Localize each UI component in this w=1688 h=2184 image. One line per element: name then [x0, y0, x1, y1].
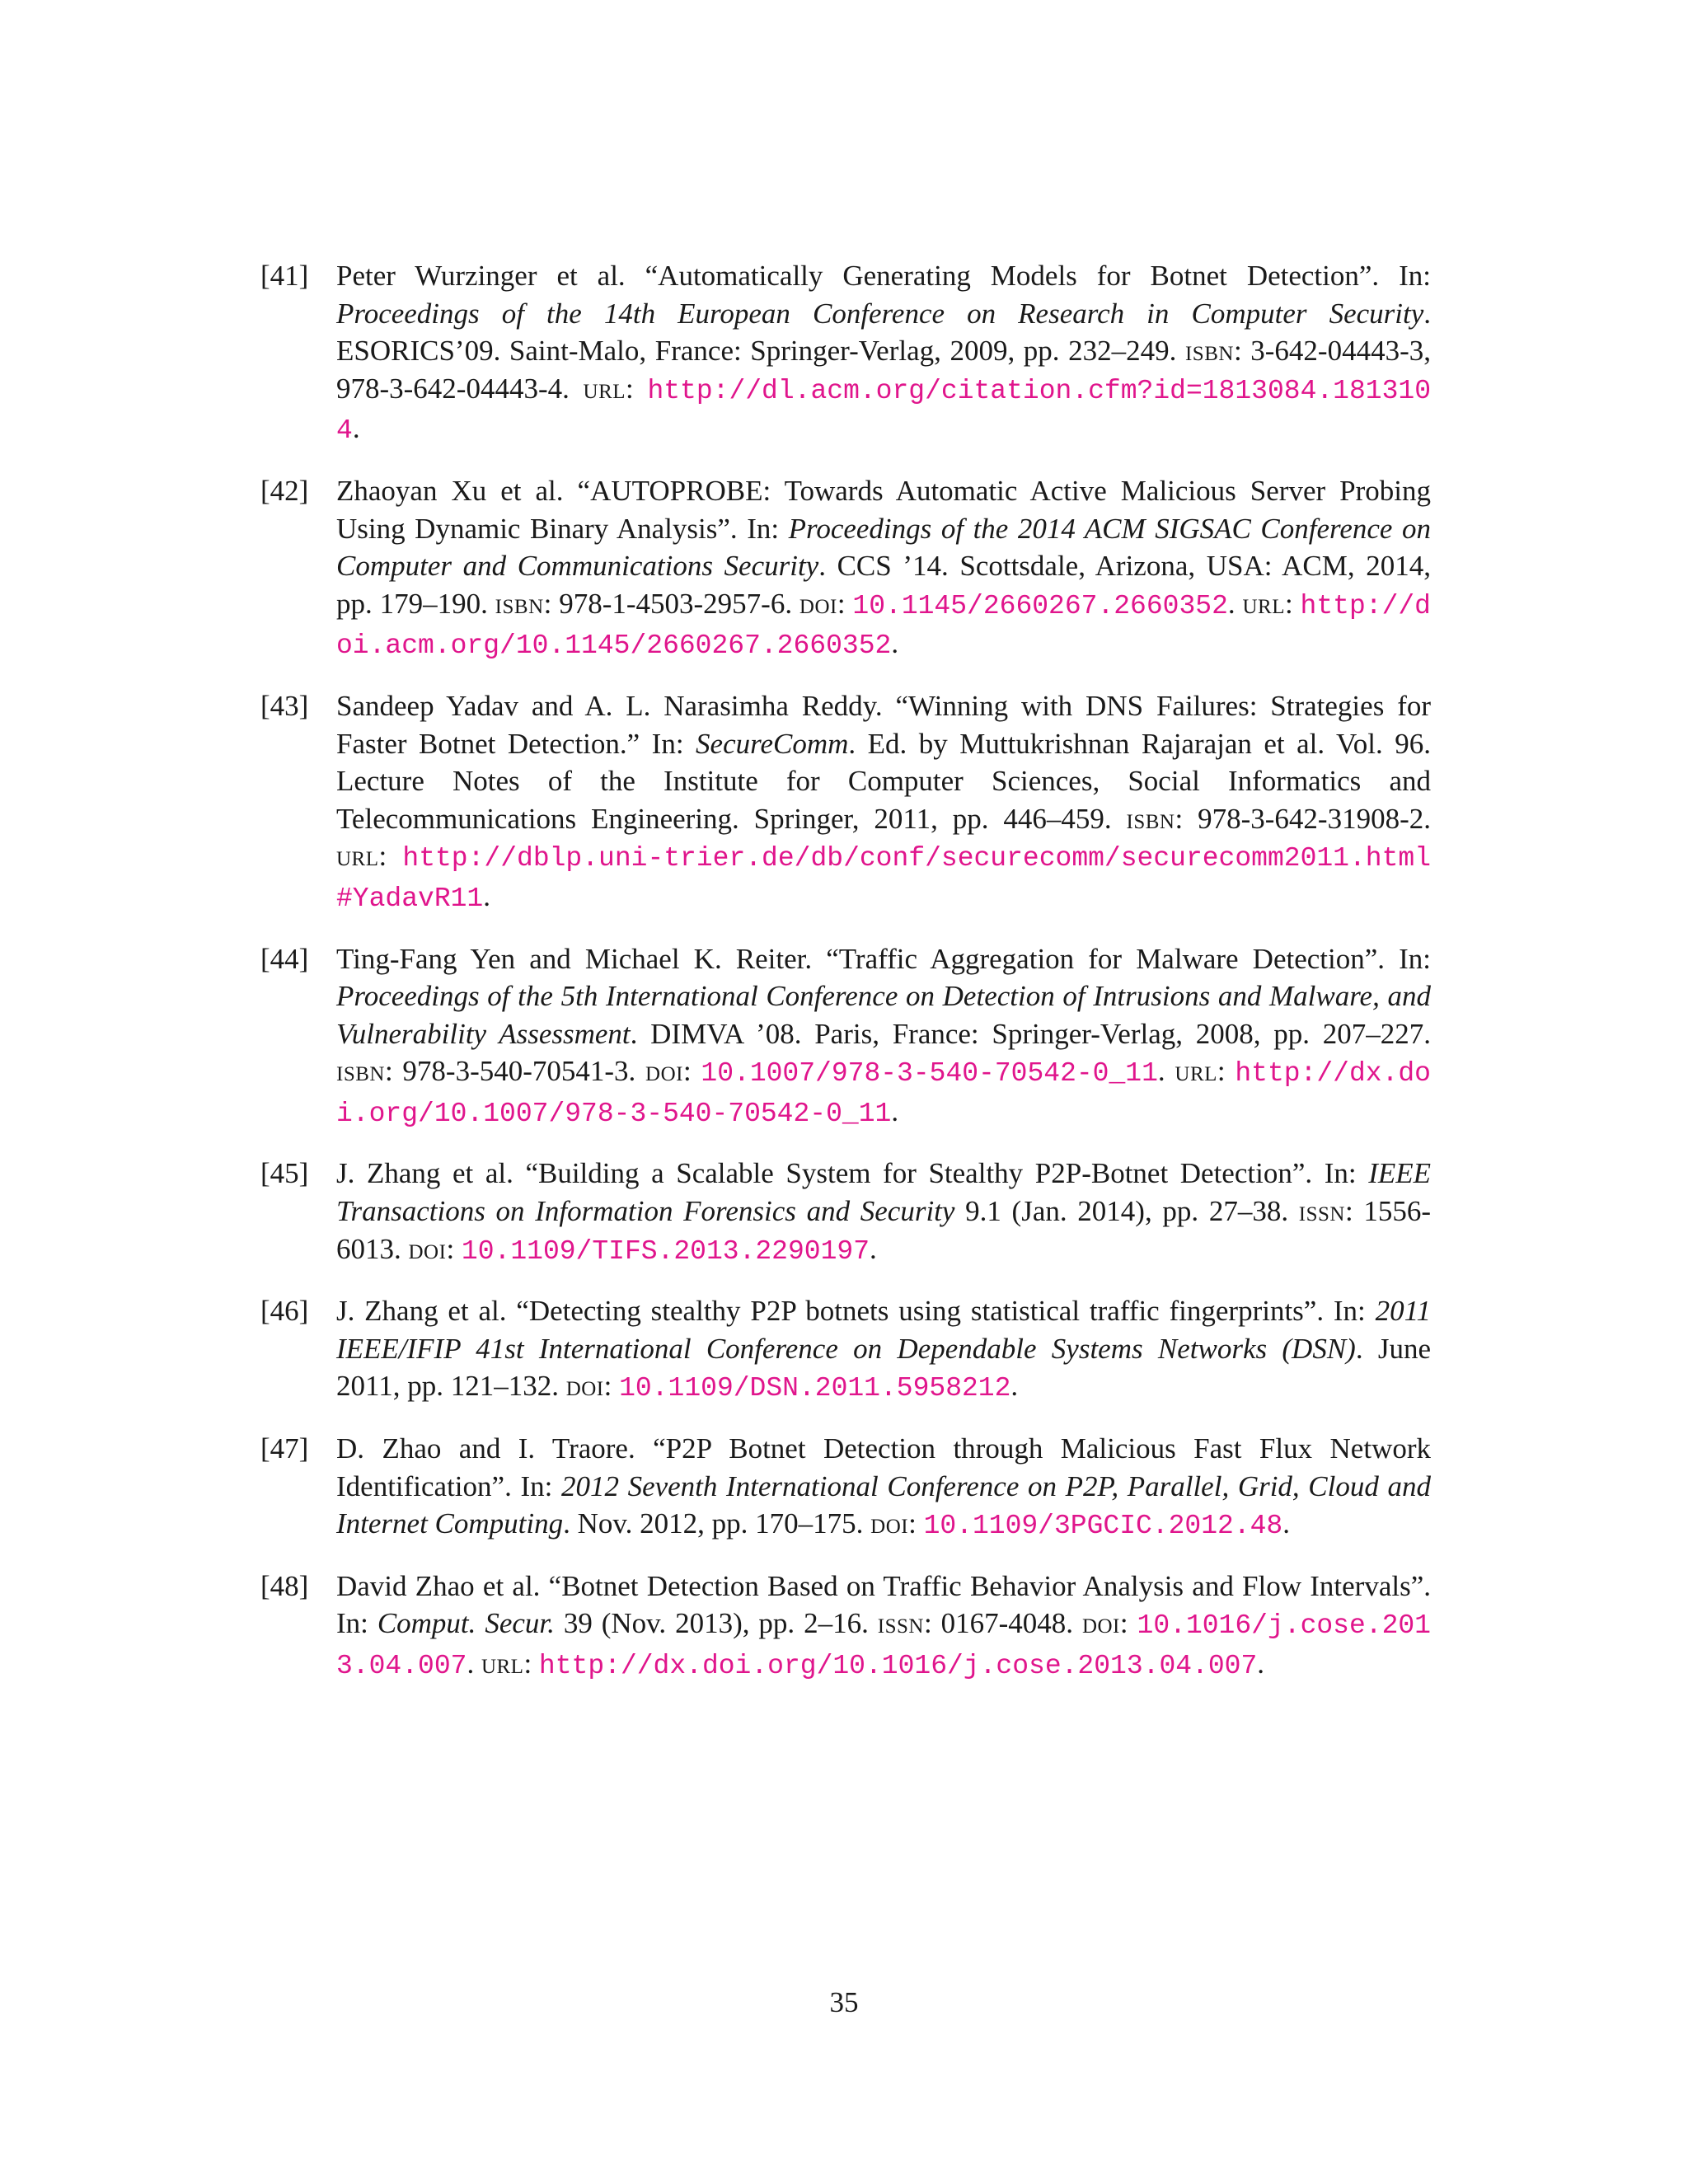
field-label: url: [583, 372, 626, 405]
reference-text-segment: : 0167-4048.: [923, 1607, 1082, 1640]
field-label: doi: [645, 1055, 683, 1088]
reference-text-segment: J. Zhang et al. “Detecting stealthy P2P botnets using statistical traffic fingerprints”. In:: [336, 1295, 1376, 1328]
reference-text-segment: Ting-Fang Yen and Michael K. Reiter. “Traffic Aggregation for Malware Detection”. In:: [336, 942, 1431, 975]
reference-number: [47]: [260, 1432, 309, 1465]
page-number: 35: [829, 1986, 859, 2018]
reference-item: [260, 472, 1431, 665]
reference-number: [46]: [260, 1295, 309, 1328]
reference-text-segment: :: [523, 1647, 539, 1680]
reference-text-segment: .: [1282, 1507, 1290, 1540]
venue-title: IEEE Transactions on Information Forensics and Security: [336, 1157, 1431, 1228]
venue-title: 2011 IEEE/IFIP 41st International Conference on Dependable Systems Networks (DSN): [336, 1295, 1431, 1365]
reference-link[interactable]: http://doi.acm.org/10.1145/2660267.2660352: [336, 590, 1431, 662]
reference-text-segment: : 978-3-540-70541-3.: [384, 1055, 646, 1088]
reference-item: [260, 940, 1431, 1133]
reference-item: [260, 1155, 1431, 1270]
reference-text-segment: .: [1257, 1647, 1265, 1680]
field-label: url: [481, 1647, 524, 1680]
reference-text-segment: : 978-3-642-31908-2.: [1175, 802, 1431, 835]
reference-text: [336, 260, 1431, 447]
reference-text-segment: . CCS ’14. Scottsdale, Arizona, USA: ACM, 2014, pp. 179–190.: [336, 550, 1431, 620]
reference-link[interactable]: 10.1016/j.cose.2013.04.007: [336, 1610, 1431, 1681]
field-label: doi: [870, 1507, 909, 1540]
venue-title: Comput. Secur.: [377, 1607, 555, 1640]
reference-text-segment: . DIMVA ’08. Paris, France: Springer-Verlag, 2008, pp. 207–227.: [630, 1017, 1431, 1050]
reference-text-segment: .: [1157, 1055, 1175, 1088]
reference-text-segment: .: [870, 1232, 877, 1265]
reference-text-segment: :: [1217, 1055, 1236, 1088]
reference-text-segment: D. Zhao and I. Traore. “P2P Botnet Detection through Malicious Fast Flux Network Identification”. In:: [336, 1432, 1431, 1502]
field-label: doi: [1081, 1607, 1120, 1640]
reference-link[interactable]: 10.1109/TIFS.2013.2290197: [461, 1235, 870, 1267]
reference-link[interactable]: http://dl.acm.org/citation.cfm?id=1813084.1813104: [336, 375, 1431, 447]
reference-item: [260, 1430, 1431, 1545]
field-label: doi: [408, 1232, 447, 1265]
reference-link[interactable]: 10.1145/2660267.2660352: [852, 590, 1228, 621]
reference-item: [260, 1568, 1431, 1685]
field-label: doi: [565, 1370, 604, 1403]
reference-text-segment: .: [891, 627, 899, 660]
field-label: isbn: [1126, 802, 1175, 835]
reference-text-segment: :: [378, 840, 403, 873]
reference-text-segment: .: [1010, 1370, 1019, 1403]
reference-text: [336, 1157, 1431, 1267]
reference-text-segment: .: [467, 1647, 481, 1680]
reference-text-segment: . Nov. 2012, pp. 170–175.: [563, 1507, 871, 1540]
reference-number: [44]: [260, 942, 309, 975]
reference-link[interactable]: http://dx.doi.org/10.1007/978-3-540-70542-0_11: [336, 1058, 1431, 1129]
reference-link[interactable]: 10.1109/DSN.2011.5958212: [619, 1373, 1011, 1404]
field-label: doi: [799, 587, 837, 620]
field-label: issn: [1298, 1195, 1345, 1228]
reference-text-segment: :: [908, 1507, 924, 1540]
reference-link[interactable]: http://dblp.uni-trier.de/db/conf/securecomm/securecomm2011.html#YadavR11: [336, 843, 1431, 914]
reference-text-segment: .: [1227, 587, 1243, 620]
field-label: url: [1242, 587, 1285, 620]
reference-item: [260, 1292, 1431, 1408]
reference-text: [336, 1295, 1431, 1402]
venue-title: Proceedings of the 2014 ACM SIGSAC Conference on Computer and Communications Security: [336, 512, 1431, 583]
reference-text-segment: .: [352, 412, 360, 445]
reference-number: [48]: [260, 1569, 309, 1602]
reference-text: [336, 1432, 1431, 1540]
reference-item: [260, 257, 1431, 450]
field-label: url: [1175, 1055, 1217, 1088]
reference-number: [43]: [260, 689, 309, 722]
reference-text: [336, 474, 1431, 662]
reference-text-segment: :: [446, 1232, 462, 1265]
reference-text: [336, 943, 1431, 1127]
reference-text-segment: 9.1 (Jan. 2014), pp. 27–38.: [954, 1195, 1299, 1228]
reference-text-segment: :: [1284, 587, 1301, 620]
reference-text-segment: . June 2011, pp. 121–132.: [336, 1332, 1432, 1403]
venue-title: SecureComm: [696, 727, 849, 760]
reference-text-segment: Sandeep Yadav and A. L. Narasimha Reddy. “Winning with DNS Failures: Strategies for Faster Botnet Detection.” In:: [336, 689, 1431, 760]
field-label: isbn: [495, 587, 544, 620]
reference-text-segment: 39 (Nov. 2013), pp. 2–16.: [554, 1607, 878, 1640]
reference-text-segment: :: [603, 1370, 620, 1403]
reference-list: [260, 257, 1431, 1708]
reference-text-segment: : 978-1-4503-2957-6.: [543, 587, 799, 620]
field-label: url: [336, 840, 379, 873]
reference-text-segment: .: [891, 1094, 899, 1127]
reference-link[interactable]: http://dx.doi.org/10.1016/j.cose.2013.04.007: [538, 1651, 1258, 1681]
reference-text-segment: Zhaoyan Xu et al. “AUTOPROBE: Towards Automatic Active Malicious Server Probing Using Dynamic Binary Analysis”. In:: [336, 474, 1431, 545]
field-label: isbn: [336, 1055, 385, 1088]
field-label: issn: [877, 1607, 924, 1640]
reference-text: [336, 690, 1431, 912]
reference-number: [41]: [260, 260, 309, 292]
reference-text-segment: :: [682, 1055, 701, 1088]
reference-number: [42]: [260, 474, 309, 507]
reference-text-segment: :: [837, 587, 853, 620]
reference-text-segment: J. Zhang et al. “Building a Scalable System for Stealthy P2P-Botnet Detection”. In:: [336, 1157, 1369, 1190]
reference-text-segment: :: [1119, 1607, 1137, 1640]
reference-text-segment: : 1556-6013.: [336, 1195, 1431, 1265]
reference-text: [336, 1570, 1431, 1680]
reference-item: [260, 687, 1431, 918]
reference-text-segment: . Ed. by Muttukrishnan Rajarajan et al. Vol. 96. Lecture Notes of the Institute for Computer Sciences, Social Informatics and Telecommunications Engineering. Springer, 2011, pp. 446–459.: [336, 727, 1431, 835]
reference-text-segment: Peter Wurzinger et al. “Automatically Generating Models for Botnet Detection”. In:: [336, 260, 1431, 292]
reference-text-segment: : 3-642-04443-3, 978-3-642-04443-4.: [336, 335, 1431, 405]
venue-title: 2012 Seventh International Conference on P2P, Parallel, Grid, Cloud and Internet Computing: [336, 1469, 1431, 1540]
reference-number: [45]: [260, 1157, 309, 1190]
field-label: isbn: [1184, 335, 1234, 368]
reference-text-segment: David Zhao et al. “Botnet Detection Based on Traffic Behavior Analysis and Flow Intervals”. In:: [336, 1569, 1431, 1640]
reference-text-segment: . ESORICS’09. Saint-Malo, France: Springer-Verlag, 2009, pp. 232–249.: [336, 297, 1431, 368]
reference-text-segment: :: [626, 372, 648, 405]
reference-link[interactable]: 10.1007/978-3-540-70542-0_11: [701, 1058, 1158, 1090]
venue-title: Proceedings of the 5th International Conference on Detection of Intrusions and Malware, and Vulnerability Assessment: [336, 980, 1431, 1050]
venue-title: Proceedings of the 14th European Conference on Research in Computer Security: [336, 297, 1424, 330]
reference-link[interactable]: 10.1109/3PGCIC.2012.48: [923, 1511, 1283, 1542]
reference-text-segment: .: [483, 879, 490, 912]
